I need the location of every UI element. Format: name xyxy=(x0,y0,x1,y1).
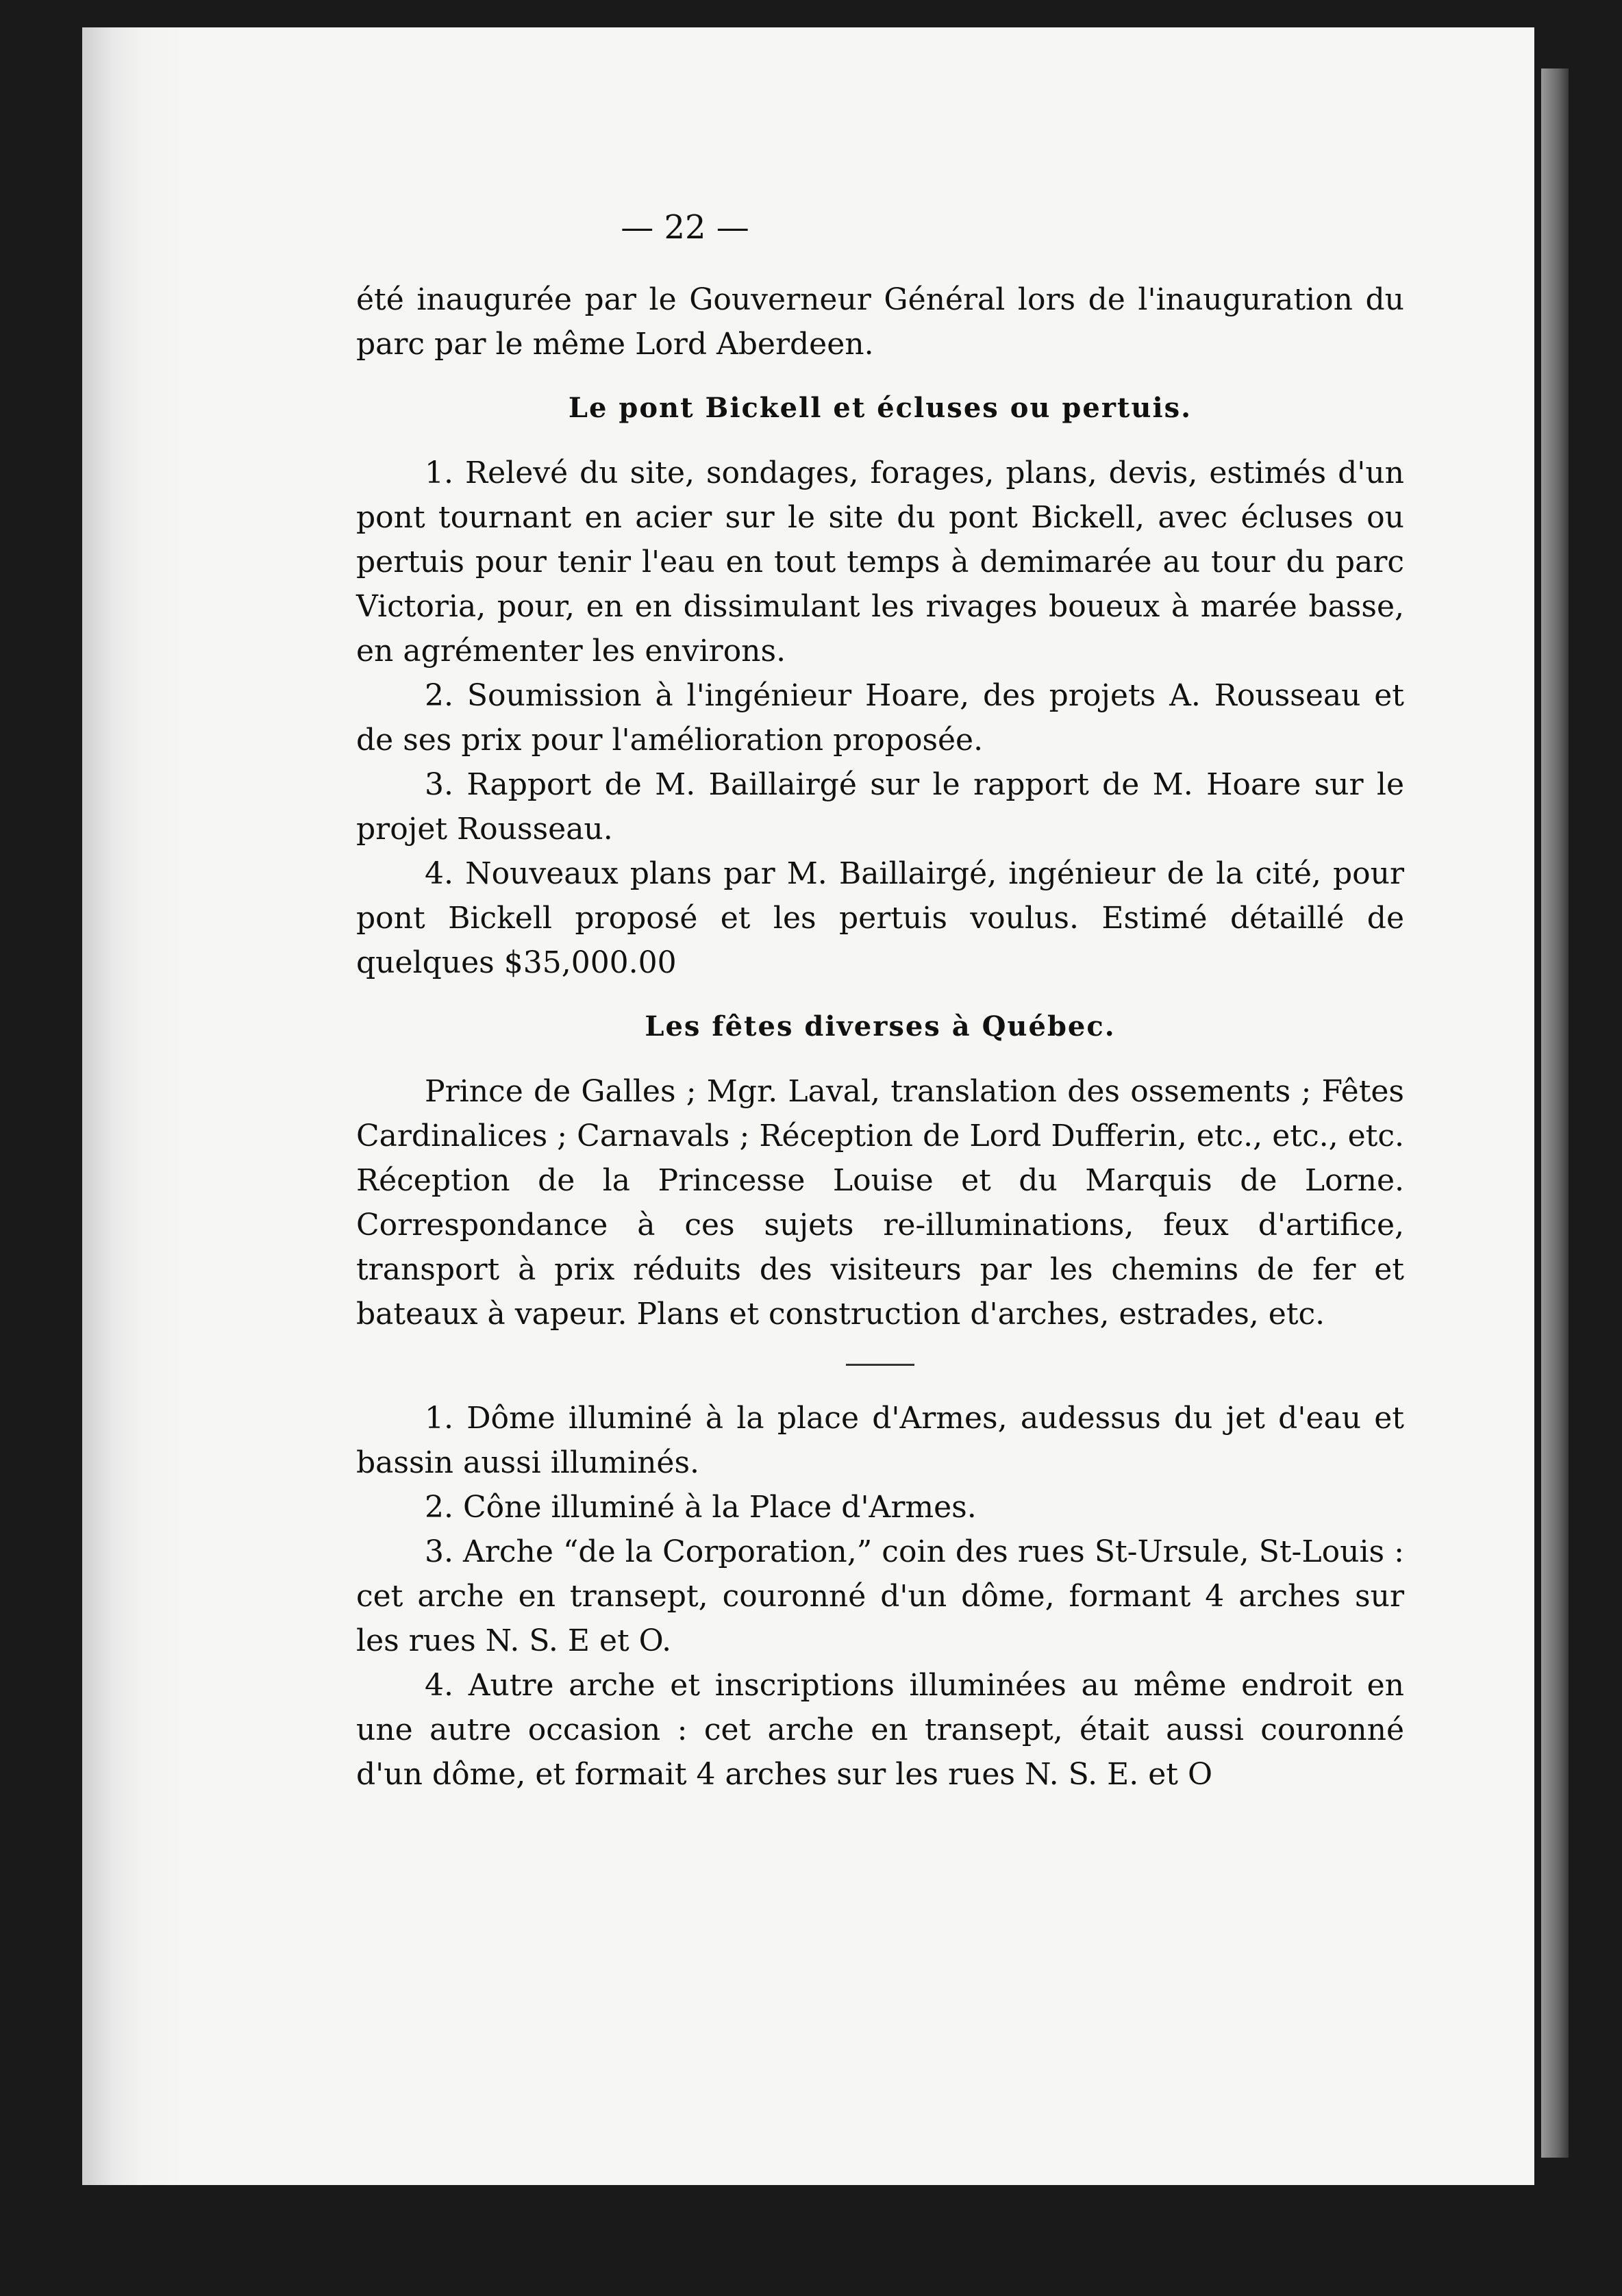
fetes-paragraph: Prince de Galles ; Mgr. Laval, translation des ossements ; Fêtes Cardinalices ; Carnavals ; Réception de Lord Dufferin, etc., etc., etc. Réception de la Princesse Louise et du Marquis de Lorne. Correspondance à ces sujets re-illuminations, feux d'artifice, transport à prix réduits des visiteurs par les chemins de fer et bateaux à vapeur. Plans et construction d'arches, estrades, etc. xyxy=(356,1074,1404,1332)
page-text xyxy=(356,205,1404,1797)
intro-paragraph: été inaugurée par le Gouverneur Général lors de l'inauguration du parc par le même Lord Aberdeen. xyxy=(356,282,1404,362)
list-item: 4. Nouveaux plans par M. Baillairgé, ingénieur de la cité, pour pont Bickell proposé et les pertuis voulus. Estimé détaillé de quelques $35,000.00 xyxy=(356,856,1404,980)
list-item: 2. Soumission à l'ingénieur Hoare, des projets A. Rousseau et de ses prix pour l'amélioration proposée. xyxy=(356,678,1404,758)
section-heading-bickell: Le pont Bickell et écluses ou pertuis. xyxy=(568,392,1193,424)
list-item: 3. Arche “de la Corporation,” coin des rues St-Ursule, St-Louis : cet arche en transept, couronné d'un dôme, formant 4 arches sur les rues N. S. E et O. xyxy=(356,1534,1404,1658)
list-item: 1. Relevé du site, sondages, forages, plans, devis, estimés d'un pont tournant en acier sur le site du pont Bickell, avec écluses ou pertuis pour tenir l'eau en tout temps à demimarée au tour du parc Victoria, pour, en en dissimulant les rivages boueux à marée basse, en agrémenter les environs. xyxy=(356,456,1404,669)
list-item: 1. Dôme illuminé à la place d'Armes, audessus du jet d'eau et bassin aussi illuminés. xyxy=(356,1401,1404,1480)
section-divider xyxy=(846,1364,914,1366)
section-heading-fetes: Les fêtes diverses à Québec. xyxy=(645,1010,1116,1043)
list-item: 4. Autre arche et inscriptions illuminées au même endroit en une autre occasion : cet arche en transept, était aussi couronné d'un dôme, et formait 4 arches sur les rues N. S. E. et O xyxy=(356,1668,1404,1792)
page-edge-right xyxy=(1541,68,1569,2158)
page-gutter-shadow xyxy=(82,27,185,2185)
list-item: 3. Rapport de M. Baillairgé sur le rapport de M. Hoare sur le projet Rousseau. xyxy=(356,767,1404,847)
list-item: 2. Cône illuminé à la Place d'Armes. xyxy=(425,1490,977,1525)
page-number: — 22 — xyxy=(621,208,749,247)
